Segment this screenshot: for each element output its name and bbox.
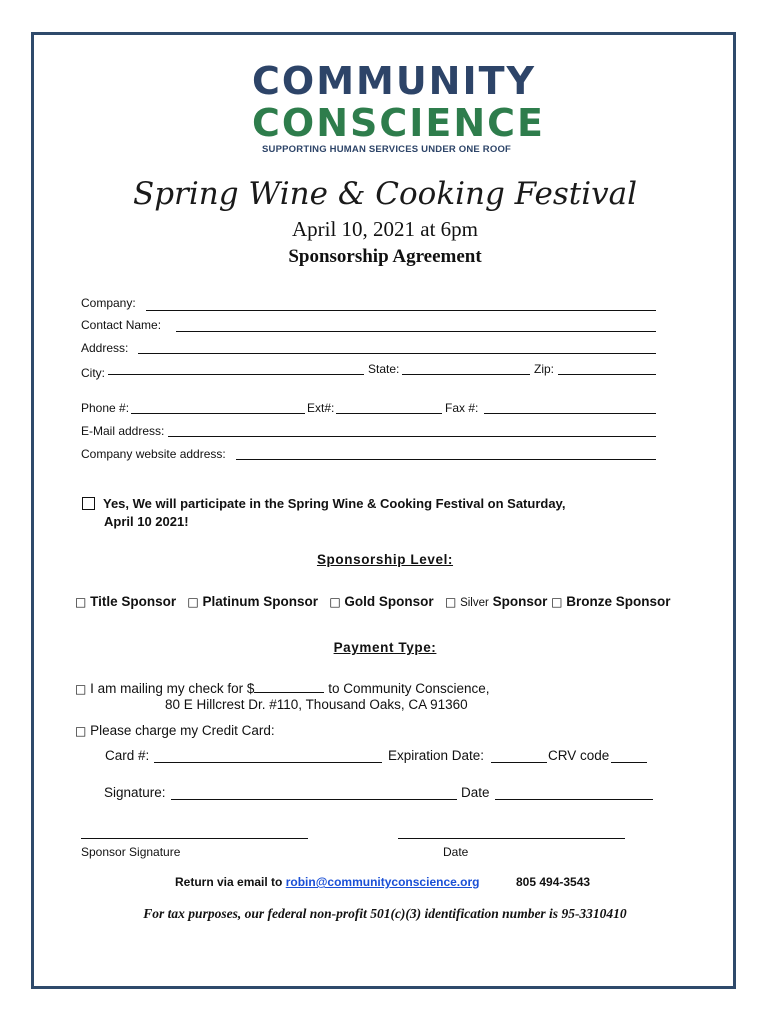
expiration-field[interactable]	[491, 762, 547, 763]
phone-field[interactable]	[131, 413, 305, 414]
contact-email-link[interactable]: robin@communityconscience.org	[285, 875, 480, 889]
logo-line-conscience: CONSCIENCE	[252, 101, 545, 145]
address-field[interactable]	[138, 353, 656, 354]
logo-tagline: SUPPORTING HUMAN SERVICES UNDER ONE ROOF	[262, 144, 512, 155]
logo-line-community: COMMUNITY	[252, 59, 537, 103]
company-label: Company:	[81, 296, 136, 310]
signature-field[interactable]	[171, 799, 457, 800]
address-label: Address:	[81, 341, 129, 355]
checkbox-glyph-icon: □	[75, 595, 87, 609]
website-label: Company website address:	[81, 447, 226, 461]
sponsorship-options-row	[75, 594, 671, 609]
sponsor-date-label: Date	[443, 845, 469, 859]
platinum-sponsor-checkbox[interactable]	[187, 594, 321, 609]
phone-label: Phone #:	[81, 401, 130, 415]
contact-name-field[interactable]	[176, 331, 656, 332]
contact-name-label: Contact Name:	[81, 318, 162, 332]
ext-label: Ext#:	[307, 401, 335, 415]
silver-sponsor-checkbox[interactable]	[445, 594, 551, 609]
signature-date-field[interactable]	[495, 799, 653, 800]
contact-phone: 805 494-3543	[516, 875, 591, 889]
fax-label: Fax #:	[445, 401, 479, 415]
expiration-label: Expiration Date:	[388, 748, 485, 763]
participation-text-line2: April 10 2021!	[104, 514, 189, 529]
card-number-label: Card #:	[105, 748, 150, 763]
website-field[interactable]	[236, 459, 656, 460]
bronze-sponsor-label: Bronze Sponsor	[566, 594, 671, 609]
state-field[interactable]	[402, 374, 530, 375]
fax-field[interactable]	[484, 413, 656, 414]
state-label: State:	[368, 362, 400, 376]
title-sponsor-label: Title Sponsor	[90, 594, 177, 609]
sponsor-signature-line[interactable]	[81, 838, 308, 839]
signature-label: Signature:	[104, 785, 166, 800]
check-address: 80 E Hillcrest Dr. #110, Thousand Oaks, CA 91360	[165, 697, 468, 712]
bronze-sponsor-checkbox[interactable]	[551, 594, 670, 609]
ext-field[interactable]	[336, 413, 442, 414]
email-label: E-Mail address:	[81, 424, 165, 438]
checkbox-glyph-icon: □	[75, 682, 87, 696]
credit-card-label: Please charge my Credit Card:	[90, 723, 275, 738]
checkbox-glyph-icon: □	[444, 595, 457, 609]
payment-type-heading: Payment Type:	[333, 640, 437, 655]
check-prefix: I am mailing my check for $	[90, 681, 255, 696]
silver-sponsor-label: Silver	[460, 597, 489, 609]
event-date: April 10, 2021 at 6pm	[291, 217, 479, 241]
crv-label: CRV code	[548, 748, 610, 763]
signature-date-label: Date	[461, 785, 490, 800]
silver-sponsor-suffix: Sponsor	[492, 594, 548, 609]
check-amount-field[interactable]	[254, 680, 324, 693]
check-suffix: to Community Conscience,	[328, 681, 490, 696]
zip-field[interactable]	[558, 374, 656, 375]
sponsorship-level-heading: Sponsorship Level:	[316, 552, 454, 567]
checkbox-glyph-icon: □	[75, 724, 87, 738]
agreement-subtitle: Sponsorship Agreement	[288, 246, 482, 267]
platinum-sponsor-label: Platinum Sponsor	[202, 594, 319, 609]
gold-sponsor-label: Gold Sponsor	[344, 594, 434, 609]
sponsor-date-line[interactable]	[398, 838, 625, 839]
zip-label: Zip:	[534, 362, 555, 376]
title-sponsor-checkbox[interactable]	[75, 594, 180, 609]
return-email-row	[175, 875, 479, 889]
participation-checkbox[interactable]	[82, 497, 95, 510]
tax-id-note: For tax purposes, our federal non-profit 501(c)(3) identification number is 95-3310410	[143, 906, 627, 921]
event-title: Spring Wine & Cooking Festival	[132, 176, 638, 212]
check-payment-row[interactable]	[75, 680, 490, 696]
company-field[interactable]	[146, 310, 656, 311]
gold-sponsor-checkbox[interactable]	[329, 594, 437, 609]
checkbox-glyph-icon: □	[329, 595, 341, 609]
return-text: Return via email to	[175, 875, 283, 889]
checkbox-glyph-icon: □	[187, 595, 199, 609]
checkbox-glyph-icon: □	[551, 595, 563, 609]
email-field[interactable]	[168, 436, 656, 437]
crv-field[interactable]	[611, 762, 647, 763]
city-field[interactable]	[108, 374, 364, 375]
card-number-field[interactable]	[154, 762, 382, 763]
sponsor-signature-label: Sponsor Signature	[81, 845, 181, 859]
participation-text-line1: Yes, We will participate in the Spring Wine & Cooking Festival on Saturday,	[103, 496, 566, 511]
city-label: City:	[81, 366, 105, 380]
credit-card-row[interactable]	[75, 723, 275, 738]
